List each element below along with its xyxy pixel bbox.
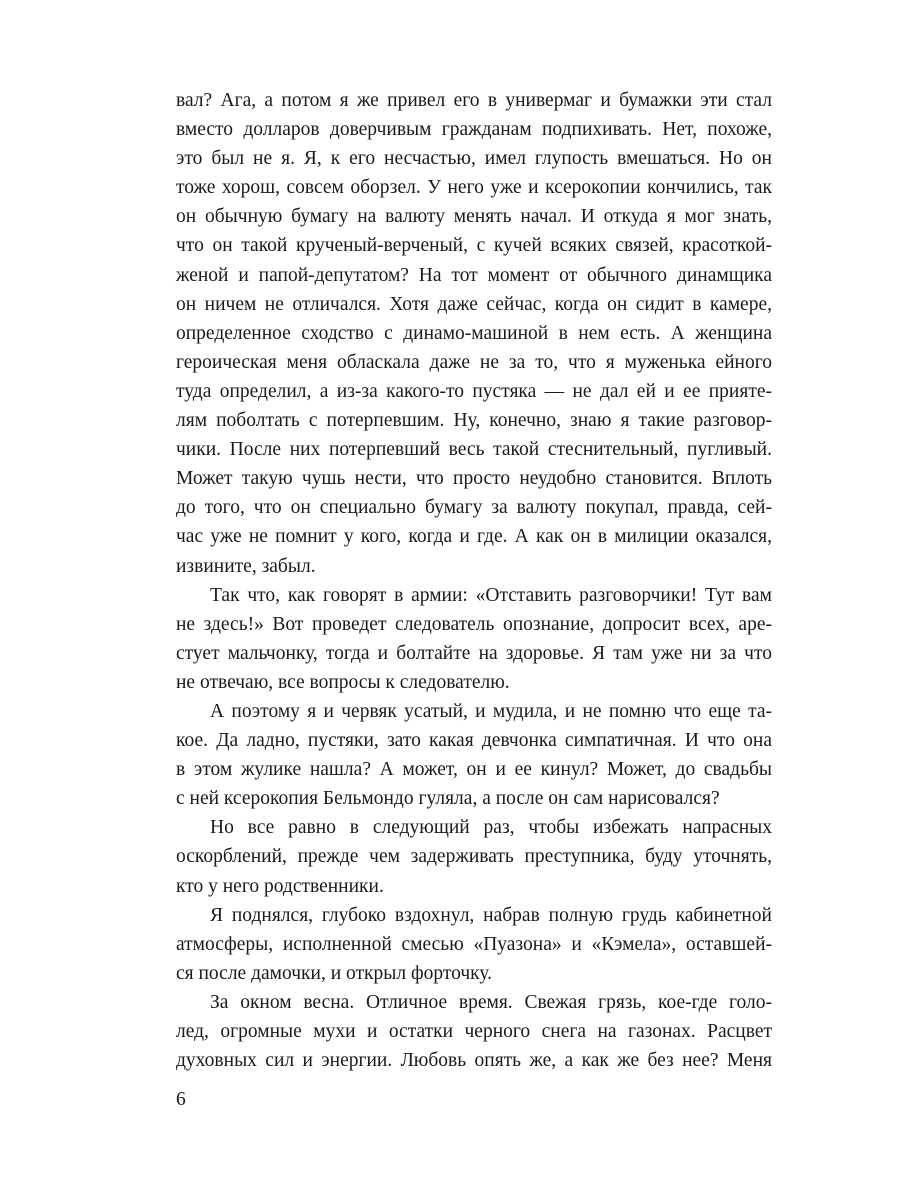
text-line: извините, забыл. [176, 555, 316, 577]
page-number: 6 [176, 1089, 186, 1110]
text-line: чики. После них потерпевший весь такой стеснительный, пугливый. [176, 439, 772, 461]
text-line: определенное сходство с динамо-машиной в нем есть. А женщина [176, 322, 772, 344]
text-line: он ничем не отличался. Хотя даже сейчас, когда он сидит в камере, [176, 293, 772, 315]
body-text [176, 86, 772, 1075]
text-line: что он такой крученый-верченый, с кучей всяких связей, красоткой- [176, 235, 772, 257]
text-line: Может такую чушь нести, что просто неудобно становится. Вплоть [176, 468, 772, 490]
text-line: вал? Ага, а потом я же привел его в универмаг и бумажки эти стал [176, 90, 772, 111]
text-line: до того, что он специально бумагу за валюту покупал, правда, сей- [176, 497, 772, 519]
text-line: За окном весна. Отличное время. Свежая грязь, кое-где голо- [210, 991, 772, 1013]
text-line: героическая меня обласкала даже не за то, что я муженька ейного [176, 351, 772, 373]
text-line: лед, огромные мухи и остатки черного снега на газонах. Расцвет [176, 1021, 772, 1042]
text-line: это был не я. Я, к его несчастью, имел глупость вмешаться. Но он [176, 148, 772, 170]
text-line: кое. Да ладно, пустяки, зато какая девчонка симпатичная. И что она [176, 730, 772, 752]
text-line: духовных сил и энергии. Любовь опять же, а как же без нее? Меня [176, 1050, 772, 1072]
text-line: он обычную бумагу на валюту менять начал. И откуда я мог знать, [176, 206, 772, 228]
text-line: в этом жулике нашла? А может, он и ее кинул? Может, до свадьбы [176, 759, 772, 781]
text-line: ся после дамочки, и открыл форточку. [176, 962, 493, 984]
text-line: стует мальчонку, тогда и болтайте на здоровье. Я там уже ни за что [176, 642, 772, 664]
text-line: Но все равно в следующий раз, чтобы избежать напрасных [210, 817, 772, 839]
text-line: вместо долларов доверчивым гражданам подпихивать. Нет, похоже, [176, 119, 772, 141]
text-line: не здесь!» Вот проведет следователь опознание, допросит всех, аре- [176, 613, 772, 635]
text-line: с ней ксерокопия Бельмондо гуляла, а после он сам нарисовался? [176, 788, 720, 810]
text-line: туда определил, а из-за какого-то пустяка — не дал ей и ее прияте- [176, 380, 772, 402]
text-line: оскорблений, прежде чем задерживать преступника, буду уточнять, [176, 846, 772, 868]
text-line: не отвечаю, все вопросы к следователю. [176, 671, 510, 693]
text-line: женой и папой-депутатом? На тот момент от обычного динамщика [176, 264, 772, 286]
text-line: тоже хорош, совсем оборзел. У него уже и ксерокопии кончились, так [176, 177, 772, 199]
text-line: кто у него родственники. [176, 875, 384, 897]
text-line: Так что, как говорят в армии: «Отставить разговорчики! Тут вам [210, 584, 772, 606]
text-line: час уже не помнит у кого, когда и где. А как он в милиции оказался, [176, 526, 772, 548]
text-line: А поэтому я и червяк усатый, и мудила, и не помню что еще та- [210, 700, 772, 722]
text-line: атмосферы, исполненной смесью «Пуазона» и «Кэмела», оставшей- [176, 933, 772, 955]
text-line: лям поболтать с потерпевшим. Ну, конечно, знаю я такие разговор- [176, 410, 772, 432]
text-line: Я поднялся, глубоко вздохнул, набрав полную грудь кабинетной [210, 904, 772, 926]
